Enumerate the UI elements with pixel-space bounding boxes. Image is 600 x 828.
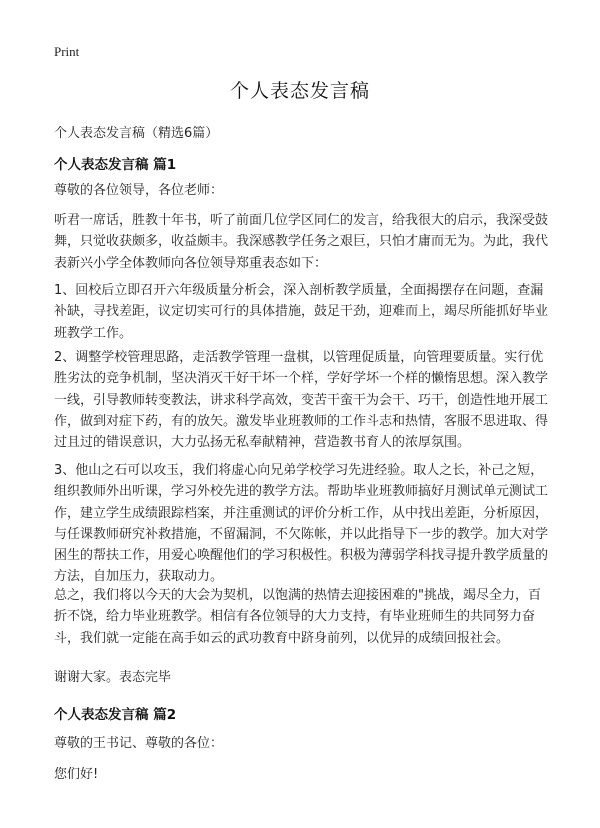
section-heading: 个人表态发言稿 篇2 xyxy=(54,707,177,723)
paragraph: 听君一席话，胜教十年书，听了前面几位学区同仁的发言，给我很大的启示，我深受鼓舞，只觉收获颇多，收益颇丰。我深感教学任务之艰巨，只怕才庸而无为。为此，我代表新兴小学全体教师向各位领导郑重表态如下： xyxy=(54,213,549,271)
document-subtitle: 个人表态发言稿（精选6篇） xyxy=(54,126,219,141)
paragraph: 总之，我们将以今天的大会为契机，以饱满的热情去迎接困难的"挑战，竭尽全力，百折不饶，给力毕业班教学。相信有各位领导的大力支持，有毕业班师生的共同努力奋斗，我们就一定能在高手如云的武功教育中跻身前列，以优异的成绩回报社会。 xyxy=(54,588,541,646)
salutation: 尊敬的王书记、尊敬的各位： xyxy=(54,736,224,751)
salutation: 尊敬的各位领导，各位老师： xyxy=(54,183,224,198)
section-heading: 个人表态发言稿 篇1 xyxy=(54,157,177,173)
page-title: 个人表态发言稿 xyxy=(229,80,370,102)
closing-line: 谢谢大家。表态完毕 xyxy=(54,670,172,685)
paragraph: 1、回校后立即召开六年级质量分析会，深入剖析教学质量，全面揭摆存在问题，查漏补缺，寻找差距，议定切实可行的具体措施，鼓足干劲，迎难而上，竭尽所能抓好毕业班教学工作。 xyxy=(54,283,549,341)
paragraph: 3、他山之石可以攻玉，我们将虚心向兄弟学校学习先进经验。取人之长，补己之短，组织教师外出听课，学习外校先进的教学方法。帮助毕业班教师搞好月测试单元测试工作，建立学生成绩跟踪档案，并注重测试的评价分析工作，从中找出差距，分析原因，与任课教师研究补救措施，不留漏洞，不欠陈帐，并以此指导下一步的教学。加大对学困生的帮扶工作，用爱心唤醒他们的学习积极性。积极为薄弱学科找寻提升教学质量的方法，自加压力，获取动力。 xyxy=(54,463,549,585)
paragraph: 2、调整学校管理思路，走活教学管理一盘棋，以管理促质量，向管理要质量。实行优胜劣汰的竞争机制，坚决消灭干好干坏一个样，学好学坏一个样的懒惰思想。深入教学一线，引导教师转变教法，讲求科学高效，变苦干蛮干为会干、巧干，创造性地开展工作，做到对症下药，有的放矢。激发毕业班教师的工作斗志和热情，客服不思进取、得过且过的错误意识，大力弘扬无私奉献精神，营造教书育人的浓厚氛围。 xyxy=(54,350,549,451)
print-link[interactable]: Print xyxy=(54,44,80,59)
greeting: 您们好! xyxy=(54,767,99,782)
